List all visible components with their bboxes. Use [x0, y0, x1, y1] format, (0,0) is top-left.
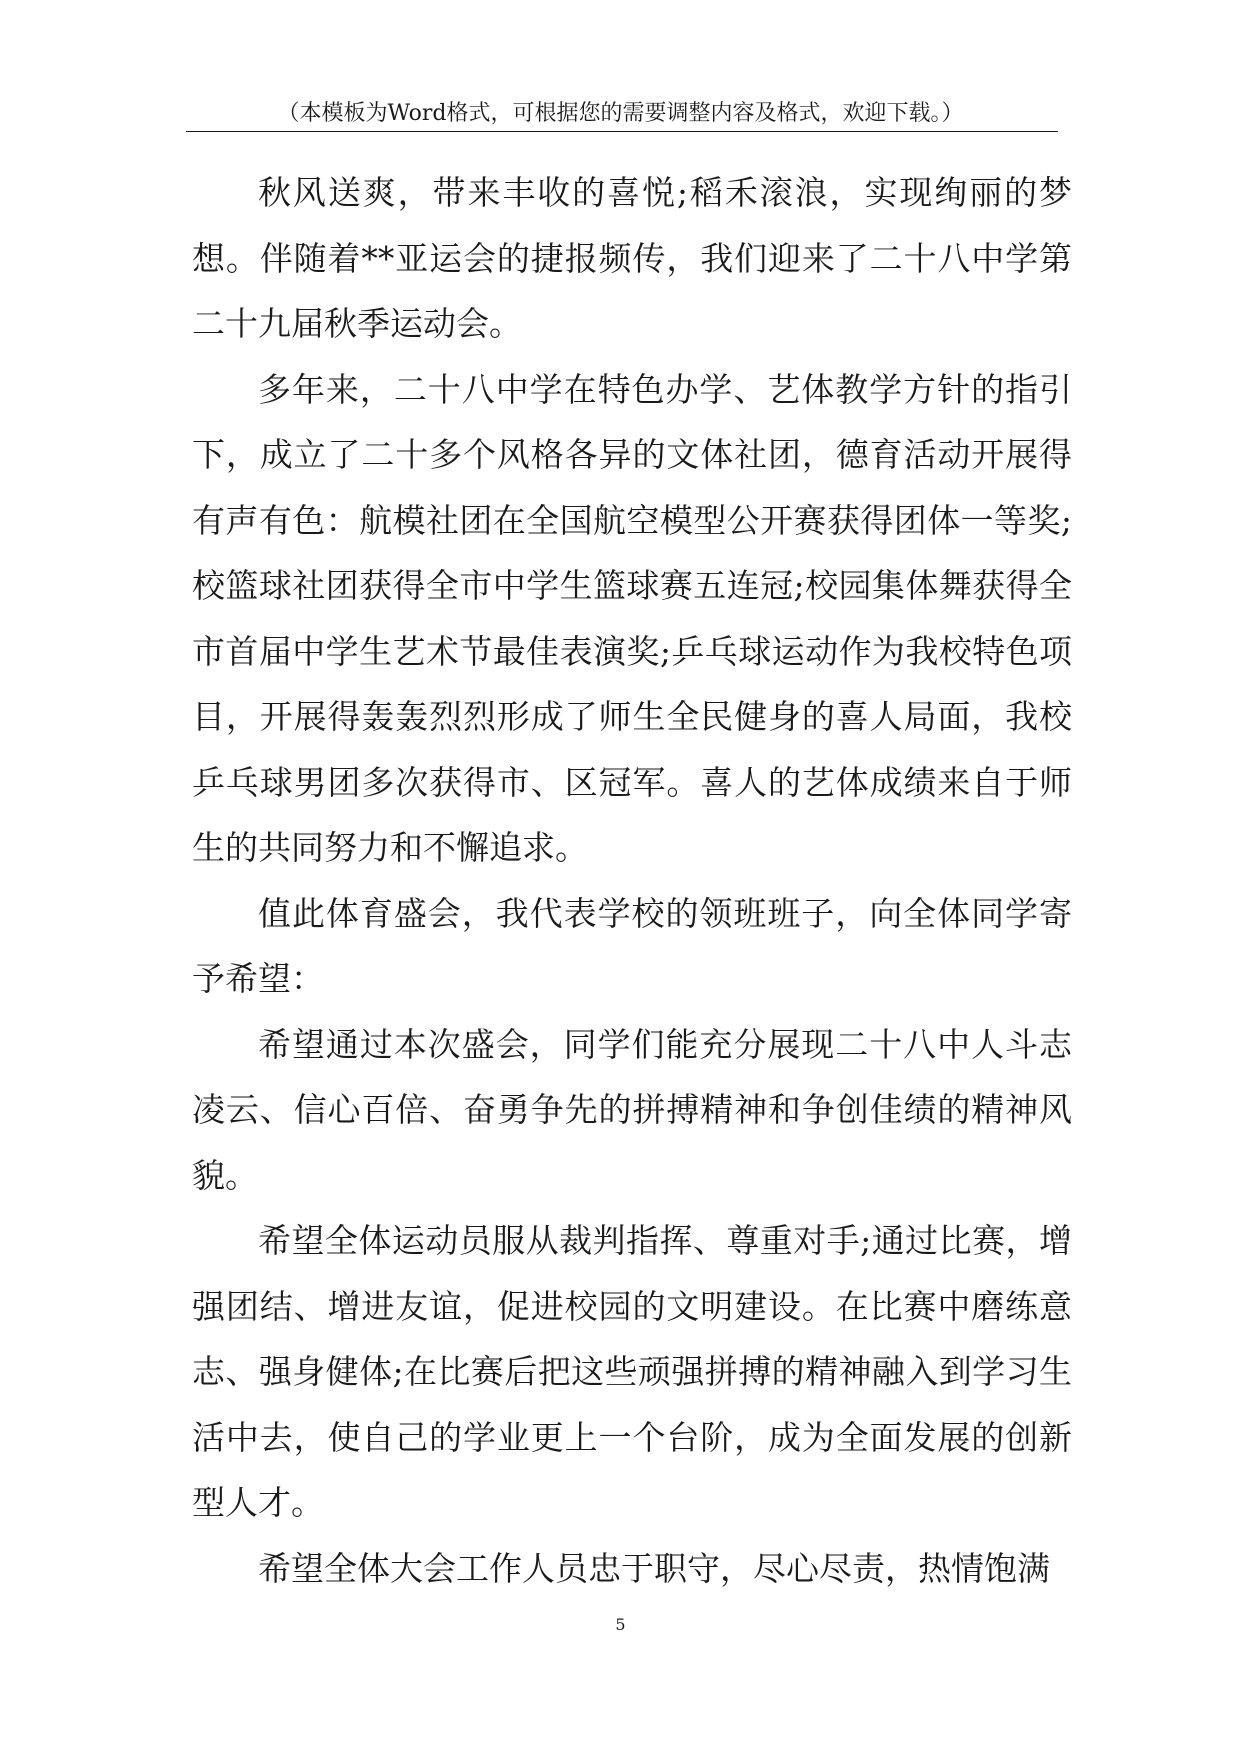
paragraph: 希望全体运动员服从裁判指挥、尊重对手;通过比赛，增强团结、增进友谊，促进校园的文明建设。在比赛中磨练意志、强身健体;在比赛后把这些顽强拼搏的精神融入到学习生活中去，使自己的学业更上一个台阶，成为全面发展的创新型人才。 — [192, 1221, 1072, 1522]
paragraph: 希望全体大会工作人员忠于职守，尽心尽责，热情饱满 — [258, 1548, 1050, 1588]
page-number: 5 — [615, 1615, 626, 1634]
paragraph: 值此体育盛会，我代表学校的领班班子，向全体同学寄予希望： — [192, 893, 1072, 998]
template-note: （本模板为Word格式，可根据您的需要调整内容及格式，欢迎下载。） — [277, 101, 964, 126]
header-divider — [186, 131, 1058, 132]
document-body — [192, 160, 1072, 1601]
paragraph: 秋风送爽，带来丰收的喜悦;稻禾滚浪，实现绚丽的梦想。伴随着**亚运会的捷报频传，我们迎来了二十八中学第二十九届秋季运动会。 — [192, 173, 1072, 343]
paragraph: 多年来，二十八中学在特色办学、艺体教学方针的指引下，成立了二十多个风格各异的文体社团，德育活动开展得有声有色：航模社团在全国航空模型公开赛获得团体一等奖;校篮球社团获得全市中学生篮球赛五连冠;校园集体舞获得全市首届中学生艺术节最佳表演奖;乒乓球运动作为我校特色项目，开展得轰轰烈烈形成了师生全民健身的喜人局面，我校乒乓球男团多次获得市、区冠军。喜人的艺体成绩来自于师生的共同努力和不懈追求。 — [192, 369, 1072, 867]
paragraph: 希望通过本次盛会，同学们能充分展现二十八中人斗志凌云、信心百倍、奋勇争先的拼搏精神和争创佳绩的精神风貌。 — [192, 1024, 1072, 1195]
